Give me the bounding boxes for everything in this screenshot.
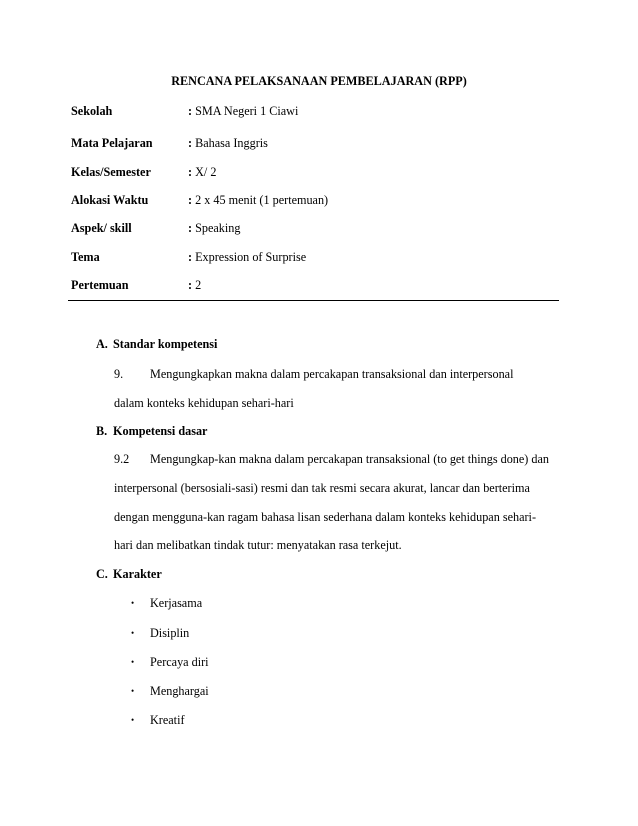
section-letter: A.	[96, 337, 108, 351]
colon: :	[188, 278, 193, 292]
value-mata-pelajaran	[188, 136, 268, 151]
colon: :	[188, 104, 193, 118]
value-text: Expression of Surprise	[195, 250, 307, 264]
section-a-number: 9.	[114, 367, 124, 381]
section-b-line-1: Mengungkap-kan makna dalam percakapan transaksional (to get things done) dan	[150, 452, 550, 466]
header-divider	[68, 300, 559, 301]
value-text: 2 x 45 menit (1 pertemuan)	[195, 193, 329, 207]
document-title: RENCANA PELAKSANAAN PEMBELAJARAN (RPP)	[171, 74, 467, 88]
value-text: Bahasa Inggris	[195, 136, 268, 150]
section-b-line-3: dengan mengguna-kan ragam bahasa lisan sederhana dalam konteks kehidupan sehari-	[114, 510, 537, 524]
bullet-icon: •	[131, 598, 135, 608]
section-letter: C.	[96, 567, 108, 581]
value-aspek-skill	[188, 221, 240, 236]
label-sekolah: Sekolah	[71, 104, 113, 118]
section-c-heading	[96, 567, 162, 582]
section-a-heading	[96, 337, 217, 352]
section-b-heading	[96, 424, 207, 439]
section-b-line-4: hari dan melibatkan tindak tutur: menyatakan rasa terkejut.	[114, 538, 402, 552]
list-item: Menghargai	[150, 684, 209, 698]
value-text: 2	[195, 278, 202, 292]
bullet-icon: •	[131, 628, 135, 638]
list-item: Disiplin	[150, 626, 190, 640]
value-tema	[188, 250, 306, 265]
value-kelas-semester	[188, 165, 216, 180]
label-tema: Tema	[71, 250, 100, 264]
list-item: Percaya diri	[150, 655, 209, 669]
section-letter: B.	[96, 424, 108, 438]
value-text: SMA Negeri 1 Ciawi	[195, 104, 299, 118]
section-b-line-2: interpersonal (bersosiali-sasi) resmi dan tak resmi secara akurat, lancar dan berterima	[114, 481, 530, 495]
value-sekolah	[188, 104, 298, 119]
list-item: Kerjasama	[150, 596, 203, 610]
bullet-icon: •	[131, 686, 135, 696]
label-alokasi-waktu: Alokasi Waktu	[71, 193, 149, 207]
colon: :	[188, 165, 193, 179]
colon: :	[188, 221, 193, 235]
section-b-number: 9.2	[114, 452, 130, 466]
label-aspek-skill: Aspek/ skill	[71, 221, 132, 235]
section-title: Kompetensi dasar	[113, 424, 208, 438]
colon: :	[188, 193, 193, 207]
section-a-line-1: Mengungkapkan makna dalam percakapan transaksional dan interpersonal	[150, 367, 514, 381]
label-pertemuan: Pertemuan	[71, 278, 129, 292]
value-text: X/ 2	[195, 165, 217, 179]
label-mata-pelajaran: Mata Pelajaran	[71, 136, 153, 150]
section-title: Standar kompetensi	[113, 337, 218, 351]
section-a-line-2: dalam konteks kehidupan sehari-hari	[114, 396, 294, 410]
value-pertemuan	[188, 278, 201, 293]
bullet-icon: •	[131, 715, 135, 725]
colon: :	[188, 250, 193, 264]
value-alokasi-waktu	[188, 193, 328, 208]
colon: :	[188, 136, 193, 150]
value-text: Speaking	[195, 221, 241, 235]
list-item: Kreatif	[150, 713, 185, 727]
label-kelas-semester: Kelas/Semester	[71, 165, 151, 179]
section-title: Karakter	[113, 567, 162, 581]
bullet-icon: •	[131, 657, 135, 667]
